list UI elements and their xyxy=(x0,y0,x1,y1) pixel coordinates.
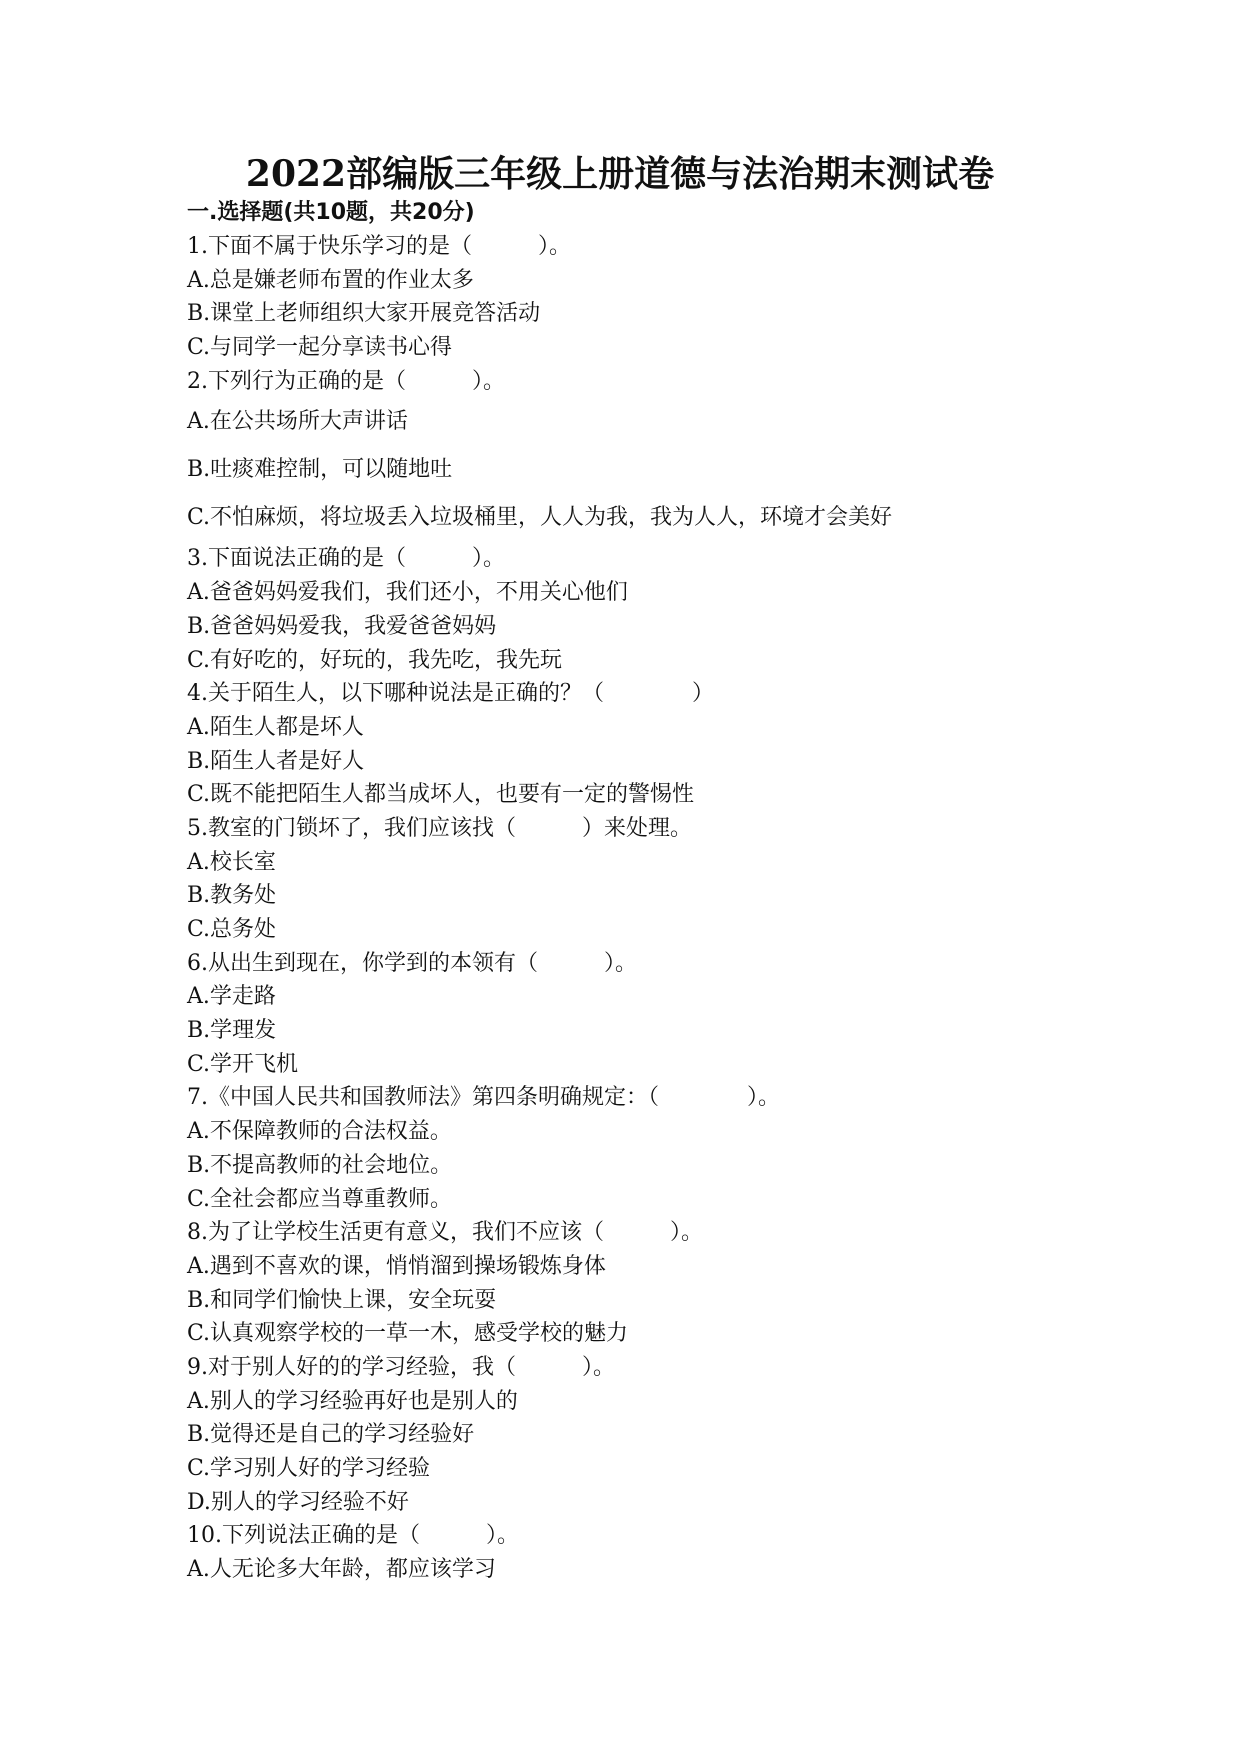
question-4-option-c: C.既不能把陌生人都当成坏人，也要有一定的警惕性 xyxy=(187,782,695,808)
question-9-stem: 9.对于别人好的的学习经验，我（ ）。 xyxy=(187,1354,615,1380)
question-1-option-b: B.课堂上老师组织大家开展竞答活动 xyxy=(187,301,541,327)
question-9-option-c: C.学习别人好的学习经验 xyxy=(187,1456,431,1481)
question-2-stem: 2.下列行为正确的是（ ）。 xyxy=(187,368,505,394)
question-2-option-a: A.在公共场所大声讲话 xyxy=(187,409,408,435)
question-6-option-b: B.学理发 xyxy=(187,1018,277,1044)
section-heading: 一.选择题(共10题，共20分) xyxy=(187,200,475,225)
question-9-option-a: A.别人的学习经验再好也是别人的 xyxy=(187,1388,518,1414)
question-8-stem: 8.为了让学校生活更有意义，我们不应该（ ）。 xyxy=(187,1220,703,1246)
question-10-stem: 10.下列说法正确的是（ ）。 xyxy=(187,1523,519,1549)
question-8-option-a: A.遇到不喜欢的课，悄悄溜到操场锻炼身体 xyxy=(187,1253,606,1279)
question-list xyxy=(187,230,1187,1587)
question-4-option-a: A.陌生人都是坏人 xyxy=(187,714,364,740)
question-7-option-c: C.全社会都应当尊重教师。 xyxy=(187,1186,453,1212)
question-5-option-a: A.校长室 xyxy=(187,849,276,875)
question-1-stem: 1.下面不属于快乐学习的是（ ）。 xyxy=(187,234,571,259)
question-1-option-c: C.与同学一起分享读书心得 xyxy=(187,335,453,361)
question-4-option-b: B.陌生人者是好人 xyxy=(187,748,365,774)
exam-title: 2022部编版三年级上册道德与法治期末测试卷 xyxy=(245,153,995,195)
question-5-option-b: B.教务处 xyxy=(187,883,277,909)
question-6-stem: 6.从出生到现在，你学到的本领有（ ）。 xyxy=(187,950,637,976)
question-9-option-d: D.别人的学习经验不好 xyxy=(187,1489,409,1515)
question-5-option-c: C.总务处 xyxy=(187,917,277,942)
question-3-stem: 3.下面说法正确的是（ ）。 xyxy=(187,546,505,572)
question-8-option-c: C.认真观察学校的一草一木，感受学校的魅力 xyxy=(187,1321,629,1347)
question-1-option-a: A.总是嫌老师布置的作业太多 xyxy=(187,267,474,293)
question-9-option-b: B.觉得还是自己的学习经验好 xyxy=(187,1422,475,1448)
question-3-option-b: B.爸爸妈妈爱我，我爱爸爸妈妈 xyxy=(187,613,497,639)
question-6-option-a: A.学走路 xyxy=(187,984,276,1010)
question-8-option-b: B.和同学们愉快上课，安全玩耍 xyxy=(187,1287,497,1313)
question-7-option-a: A.不保障教师的合法权益。 xyxy=(187,1119,452,1145)
question-2-option-c: C.不怕麻烦，将垃圾丢入垃圾桶里，人人为我，我为人人，环境才会美好 xyxy=(187,505,893,531)
question-7-stem: 7.《中国人民共和国教师法》第四条明确规定：（ ）。 xyxy=(187,1085,780,1111)
question-5-stem: 5.教室的门锁坏了，我们应该找（ ）来处理。 xyxy=(187,815,692,841)
question-2-option-b: B.吐痰难控制，可以随地吐 xyxy=(187,457,453,483)
question-7-option-b: B.不提高教师的社会地位。 xyxy=(187,1152,453,1178)
question-4-stem: 4.关于陌生人，以下哪种说法是正确的？（ ） xyxy=(187,681,714,707)
question-10-option-a: A.人无论多大年龄，都应该学习 xyxy=(187,1557,496,1583)
question-3-option-c: C.有好吃的，好玩的，我先吃，我先玩 xyxy=(187,647,563,673)
question-6-option-c: C.学开飞机 xyxy=(187,1051,299,1077)
question-3-option-a: A.爸爸妈妈爱我们，我们还小，不用关心他们 xyxy=(187,580,628,606)
